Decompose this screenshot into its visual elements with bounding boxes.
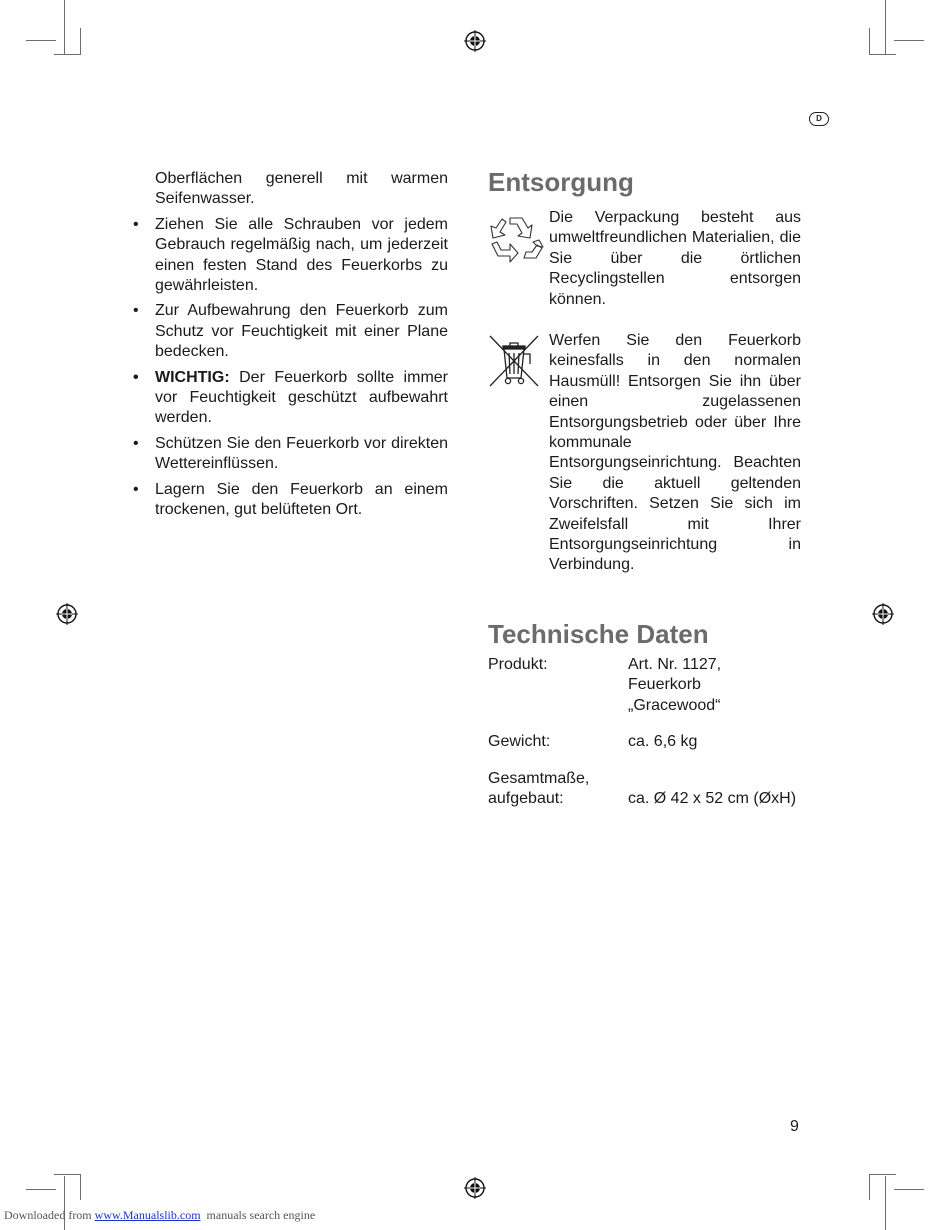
- crop-mark: [885, 1176, 886, 1230]
- section-heading-technische-daten: Technische Daten: [488, 619, 709, 649]
- crop-mark: [894, 1189, 924, 1190]
- crop-mark: [54, 1174, 81, 1175]
- manualslib-link[interactable]: www.Manualslib.com: [94, 1208, 201, 1222]
- tech-label: Produkt:: [488, 656, 548, 673]
- list-item-text: Lagern Sie den Feuerkorb an einem trockenen, gut belüfteten Ort.: [155, 480, 448, 519]
- bullet-icon: •: [133, 302, 139, 320]
- care-instructions: [133, 169, 448, 521]
- registration-mark-icon: [56, 603, 78, 625]
- crossed-out-bin-icon: [488, 334, 540, 388]
- list-item: [133, 434, 448, 475]
- recycling-icon: [488, 212, 544, 270]
- crop-mark: [869, 1174, 870, 1200]
- tech-label: Gewicht:: [488, 733, 551, 751]
- table-row: [488, 732, 808, 752]
- registration-mark-icon: [872, 603, 894, 625]
- list-item-text: Schützen Sie den Feuerkorb vor direkten Wettereinflüssen.: [155, 434, 448, 473]
- list-item: [133, 368, 448, 429]
- page-number: 9: [790, 1118, 799, 1135]
- tech-data-table: [488, 655, 808, 825]
- recycling-text: Die Verpackung besteht aus umweltfreundlichen Materialien, die Sie über die örtlichen Recyclingstellen entsorgen können.: [549, 209, 801, 308]
- important-label: WICHTIG:: [155, 368, 230, 386]
- bullet-list: [133, 215, 448, 521]
- crop-mark: [869, 54, 896, 55]
- list-item: [133, 301, 448, 362]
- crop-mark: [885, 0, 886, 54]
- tech-value: Art. Nr. 1127, Feuerkorb „Gracewood“: [628, 656, 722, 714]
- footer-suffix: manuals search engine: [200, 1208, 316, 1222]
- section-heading-entsorgung: Entsorgung: [488, 167, 634, 197]
- language-badge: D: [809, 112, 829, 126]
- crop-mark: [869, 1174, 896, 1175]
- tech-value: ca. Ø 42 x 52 cm (ØxH): [628, 790, 797, 808]
- disposal-text: Werfen Sie den Feuerkorb keinesfalls in den normalen Hausmüll! Entsorgen Sie ihn über einen zugelassenen Entsorgungsbetrieb oder über Ihre kommunale Entsorgungseinrichtung. Beachten Sie die aktuell geltenden Vorschriften. Setzen Sie sich im Zweifelsfall mit Ihrer Entsorgungseinrichtung in Verbindung.: [549, 332, 801, 574]
- list-item: [133, 215, 448, 297]
- list-item-text: Der Feuerkorb sollte immer vor Feuchtigkeit geschützt aufbewahrt werden.: [155, 368, 448, 427]
- table-row: [488, 769, 808, 810]
- crop-mark: [80, 1174, 81, 1200]
- crop-mark: [869, 28, 870, 54]
- continuation-text: Oberflächen generell mit warmen Seifenwasser.: [155, 170, 448, 208]
- registration-mark-icon: [464, 30, 486, 52]
- bullet-icon: •: [133, 215, 139, 233]
- registration-mark-icon: [464, 1177, 486, 1199]
- crop-mark: [64, 0, 65, 54]
- crop-mark: [80, 28, 81, 54]
- tech-label: Gesamtmaße, aufgebaut:: [488, 769, 590, 808]
- bullet-icon: •: [133, 434, 139, 452]
- bullet-icon: •: [133, 368, 139, 386]
- download-footer: [4, 1208, 315, 1223]
- list-item-text: Zur Aufbewahrung den Feuerkorb zum Schutz vor Feuchtigkeit mit einer Plane bedecken.: [155, 302, 448, 361]
- crop-mark: [26, 1189, 56, 1190]
- list-item: [133, 480, 448, 521]
- bullet-icon: •: [133, 480, 139, 498]
- footer-prefix: Downloaded from: [4, 1208, 95, 1222]
- tech-value: ca. 6,6 kg: [628, 733, 698, 751]
- table-row: [488, 655, 808, 716]
- list-item-text: Ziehen Sie alle Schrauben vor jedem Gebrauch regelmäßig nach, um jederzeit einen festen Stand des Feuerkorbs zu gewährleisten.: [155, 215, 448, 295]
- crop-mark: [894, 40, 924, 41]
- crop-mark: [54, 54, 81, 55]
- crop-mark: [26, 40, 56, 41]
